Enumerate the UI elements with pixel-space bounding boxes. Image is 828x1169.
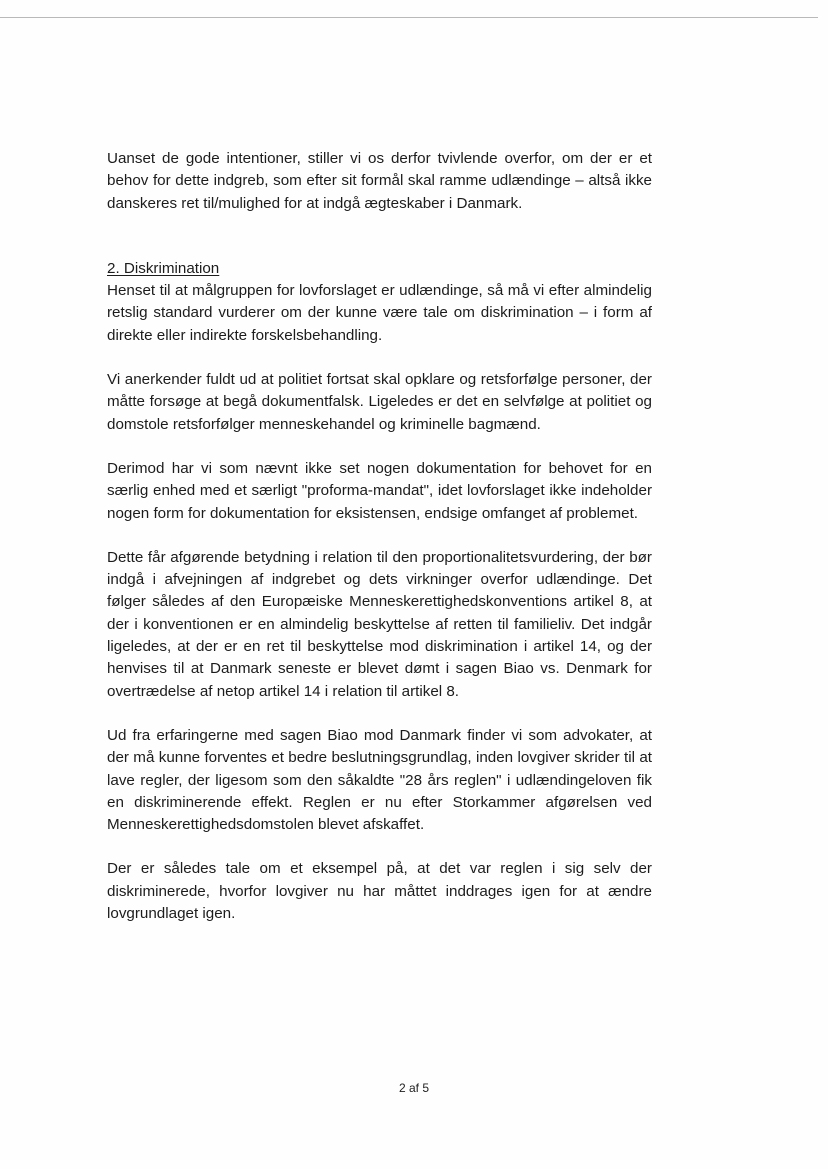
paragraph-6: Der er således tale om et eksempel på, at det var reglen i sig selv der diskriminerede, hvorfor lovgiver nu har måttet inddrages igen for at ændre lovgrundlaget igen. bbox=[107, 860, 652, 923]
scan-top-rule bbox=[0, 17, 818, 18]
document-body bbox=[107, 148, 652, 925]
spacer bbox=[107, 436, 652, 458]
spacer bbox=[107, 836, 652, 858]
spacer bbox=[107, 525, 652, 547]
paragraph-1: Henset til at målgruppen for lovforslaget er udlændinge, så må vi efter almindelig retslig standard vurderer om der kunne være tale om diskrimination – i form af direkte eller indirekte forskelsbehandling. bbox=[107, 282, 652, 344]
paragraph-4: Dette får afgørende betydning i relation til den proportionalitetsvurdering, der bør indgå i afvejningen af indgrebet og dets virkninger overfor udlændinge. Det følger således af den Europæiske Menneskerettighedskonventions artikel 8, at der i konventionen er en almindelig beskyttelse af retten til familieliv. Det indgår ligeledes, at der er en ret til beskyttelse mod diskrimination i artikel 14, og der henvises til at Danmark seneste er blevet dømt i sagen Biao vs. Denmark for overtrædelse af netop artikel 14 i relation til artikel 8. bbox=[107, 548, 652, 700]
spacer bbox=[107, 703, 652, 725]
spacer bbox=[107, 347, 652, 369]
spacer bbox=[107, 215, 652, 258]
paragraph-5: Ud fra erfaringerne med sagen Biao mod Danmark finder vi som advokater, at der må kunne forventes et bedre beslutningsgrundlag, inden lovgiver skrider til at lave regler, der ligesom som den såkaldte "28 års reglen" i udlændingeloven fik en diskriminerende effekt. Reglen er nu efter Storkammer afgørelsen ved Menneskerettighedsdomstolen blevet afskaffet. bbox=[107, 726, 652, 834]
paragraph-2: Vi anerkender fuldt ud at politiet fortsat skal opklare og retsforfølge personer, der måtte forsøge at begå dokumentfalsk. Ligeledes er det en selvfølge at politiet og domstole retsforfølger menneskehandel og kriminelle bagmænd. bbox=[107, 371, 652, 433]
intro-paragraph: Uanset de gode intentioner, stiller vi os derfor tvivlende overfor, om der er et behov for dette indgreb, som efter sit formål skal ramme udlændinge – altså ikke danskeres ret til/mulighed for at indgå ægteskaber i Danmark. bbox=[107, 150, 652, 212]
page-number: 2 af 5 bbox=[398, 1081, 430, 1095]
paragraph-3: Derimod har vi som nævnt ikke set nogen dokumentation for behovet for en særlig enhed med et særligt "proforma-mandat", idet lovforslaget ikke indeholder nogen form for dokumentation for eksistensen, endsige omfanget af problemet. bbox=[107, 459, 652, 522]
section-heading: 2. Diskrimination bbox=[107, 259, 220, 277]
